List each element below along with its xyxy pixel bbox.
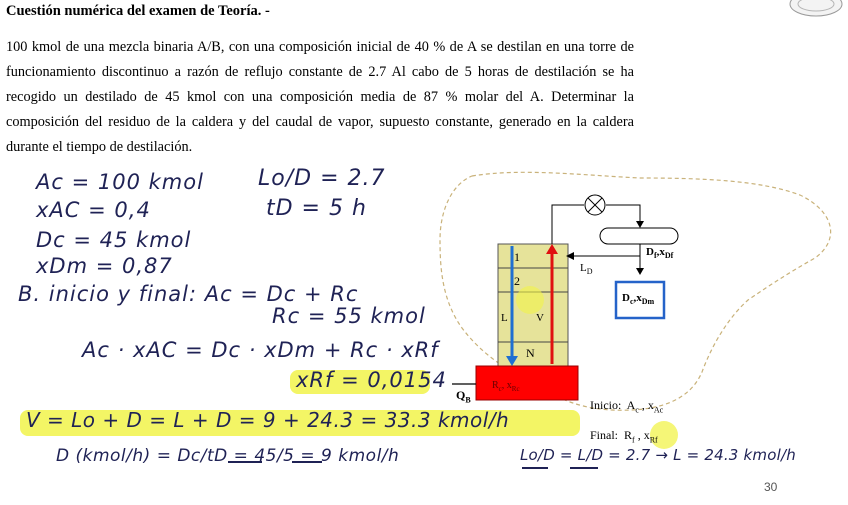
handwritten-xrf: xRf = 0,0154 <box>296 368 447 392</box>
handwritten-dc: Dc = 45 kmol <box>36 228 192 252</box>
tray-n-label: N <box>526 346 535 360</box>
handwritten-distillate-flow: D (kmol/h) = Dc/tD = 45/5 = 9 kmol/h <box>56 446 400 466</box>
boiler-label: $R_c$, $x_{Rc}$ <box>492 380 520 393</box>
problem-statement: 100 kmol de una mezcla binaria A/B, con una composición inicial de 40 % de A se destilan en una torre de funcionamiento discontinuo a razón de reflujo constante de 2.7 Al cabo de 5 horas de destilación se ha recogido un destilado de 45 kmol con una composición media de 87 % molar del A. Determinar la composición del residuo de la caldera y del caudal de vapor, supuesto constante, generado en la caldera durante el tiempo de destilación. <box>6 39 634 155</box>
liquid-flow-label: L <box>501 312 508 324</box>
accumulator-label: $D_c,x_{Dm}$ <box>622 292 655 307</box>
distillate-flow-label: $D_f,x_{Df}$ <box>646 246 674 261</box>
document-title: Cuestión numérica del examen de Teoría. - <box>6 3 270 19</box>
handwritten-td: tD = 5 h <box>266 196 367 221</box>
reflux-drum <box>600 228 678 244</box>
handwritten-vapor-flow: V = Lo + D = L + D = 9 + 24.3 = 33.3 kmol/h <box>26 408 510 432</box>
handwritten-balance: B. inicio y final: Ac = Dc + Rc <box>18 282 359 306</box>
vapor-flow-label: V <box>536 312 544 324</box>
handwritten-reflux-equation: Lo/D = L/D = 2.7 → L = 24.3 kmol/h <box>520 446 796 464</box>
handwritten-ac: Ac = 100 kmol <box>36 170 204 194</box>
handwritten-component-balance: Ac · xAC = Dc · xDm + Rc · xRf <box>82 338 439 362</box>
page-number: 30 <box>764 480 778 494</box>
reflux-label: $L_D$ <box>580 262 593 277</box>
heat-input-label: $Q_B$ <box>456 388 471 405</box>
tray-1-label: 1 <box>514 250 520 264</box>
handwritten-reflux-ratio: Lo/D = 2.7 <box>258 166 386 191</box>
handwritten-rc: Rc = 55 kmol <box>272 304 426 328</box>
final-label: Final: $R_f$ , $x_{Rf}$ <box>590 428 658 445</box>
handwritten-xac: xAC = 0,4 <box>36 198 151 222</box>
handwritten-xdm: xDm = 0,87 <box>36 254 173 278</box>
tray-2-label: 2 <box>514 274 520 288</box>
inicio-label: Inicio: $A_c$ , $x_{Ac}$ <box>590 398 664 415</box>
